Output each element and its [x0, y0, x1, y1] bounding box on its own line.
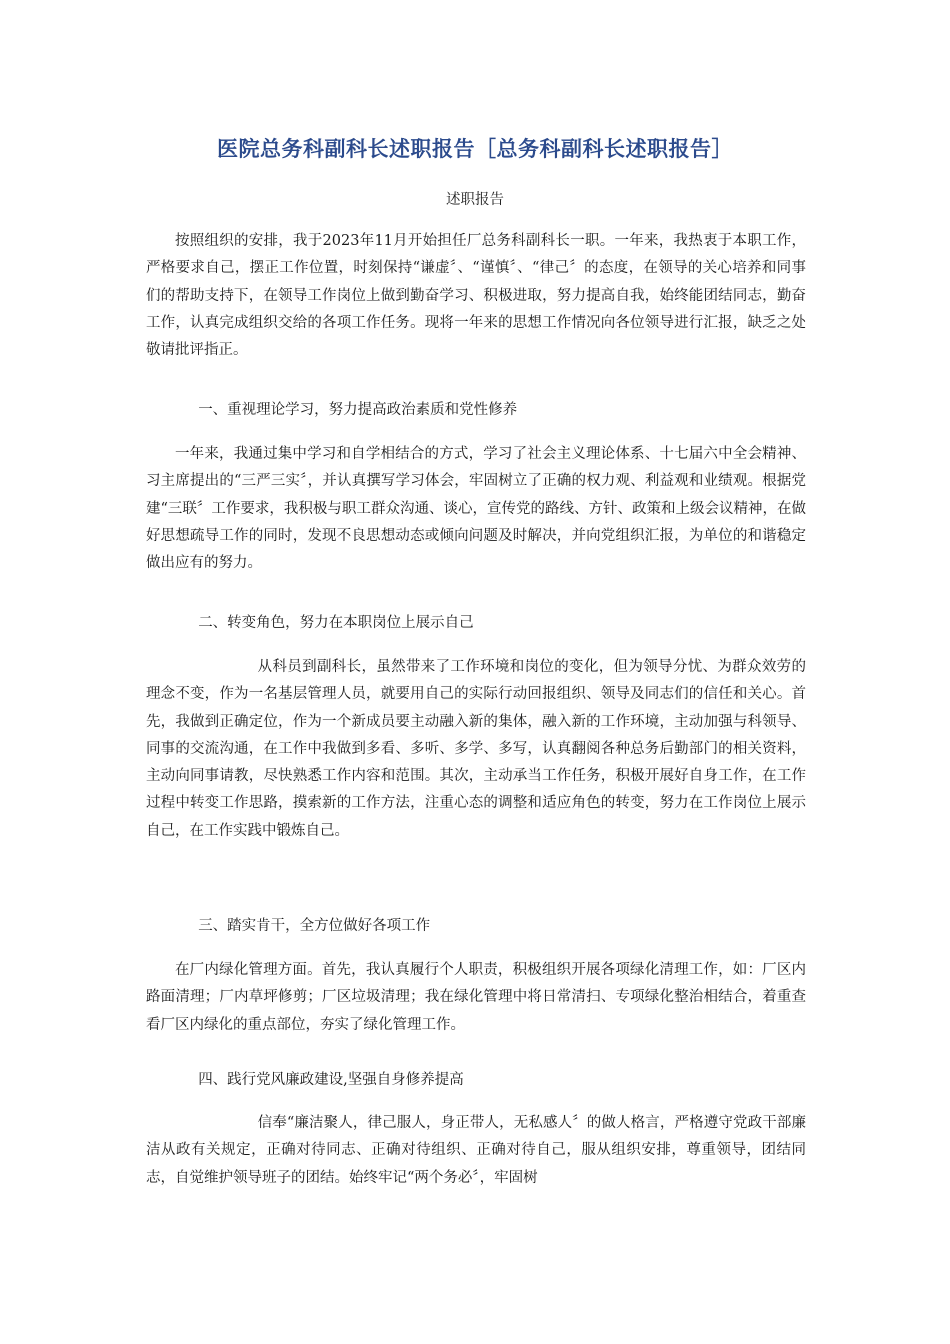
document-title: 医院总务科副科长述职报告［总务科副科长述职报告］: [217, 137, 733, 161]
section-4-heading: 四、践行党风廉政建设,坚强自身修养提高: [198, 1072, 464, 1088]
section-3-heading: 三、踏实肯干，全方位做好各项工作: [198, 918, 431, 934]
section-1-body: 一年来，我通过集中学习和自学相结合的方式，学习了社会主义理论体系、十七届六中全会精神、习主席提出的“三严三实〞，并认真撰写学习体会，牢固树立了正确的权力观、利益观和业绩观。根据党建“三联〞工作要求，我积极与职工群众沟通、谈心，宣传党的路线、方针、政策和上级会议精神，在做好思想疏导工作的同时，发现不良思想动态或倾向问题及时解决，并向党组织汇报，为单位的和谐稳定做出应有的努力。: [146, 446, 806, 572]
section-4-body: 信奉“廉洁聚人，律己服人，身正带人，无私感人〞的做人格言，严格遵守党政干部廉洁从政有关规定，正确对待同志、正确对待组织、正确对待自己，服从组织安排，尊重领导，团结同志，自觉维护领导班子的团结。始终牢记“两个务必〞，牢固树: [146, 1115, 806, 1186]
section-2-body: 从科员到副科长，虽然带来了工作环境和岗位的变化，但为领导分忧、为群众效劳的理念不变，作为一名基层管理人员，就要用自己的实际行动回报组织、领导及同志们的信任和关心。首先，我做到正确定位，作为一个新成员要主动融入新的集体，融入新的工作环境，主动加强与科领导、同事的交流沟通，在工作中我做到多看、多听、多学、多写，认真翻阅各种总务后勤部门的相关资料，主动向同事请教，尽快熟悉工作内容和范围。其次，主动承当工作任务，积极开展好自身工作，在工作过程中转变工作思路，摸索新的工作方法，注重心态的调整和适应角色的转变，努力在工作岗位上展示自己，在工作实践中锻炼自己。: [146, 659, 806, 839]
section-3-body: 在厂内绿化管理方面。首先，我认真履行个人职责，积极组织开展各项绿化清理工作，如：厂区内路面清理；厂内草坪修剪；厂区垃圾清理；我在绿化管理中将日常清扫、专项绿化整治相结合，着重查看厂区内绿化的重点部位，夯实了绿化管理工作。: [146, 962, 806, 1033]
section-1-heading: 一、重视理论学习，努力提高政治素质和党性修养: [198, 402, 518, 418]
section-2-heading: 二、转变角色，努力在本职岗位上展示自己: [198, 615, 474, 631]
intro-paragraph: 按照组织的安排，我于2023年11月开始担任厂总务科副科长一职。一年来，我热衷于本职工作，严格要求自己，摆正工作位置，时刻保持“谦虚〞、“谨慎〞、“律己〞的态度，在领导的关心培养和同事们的帮助支持下，在领导工作岗位上做到勤奋学习、积极进取，努力提高自我，始终能团结同志，勤奋工作，认真完成组织交给的各项工作任务。现将一年来的思想工作情况向各位领导进行汇报，缺乏之处敬请批评指正。: [146, 233, 806, 359]
document-subtitle: 述职报告: [446, 192, 504, 208]
